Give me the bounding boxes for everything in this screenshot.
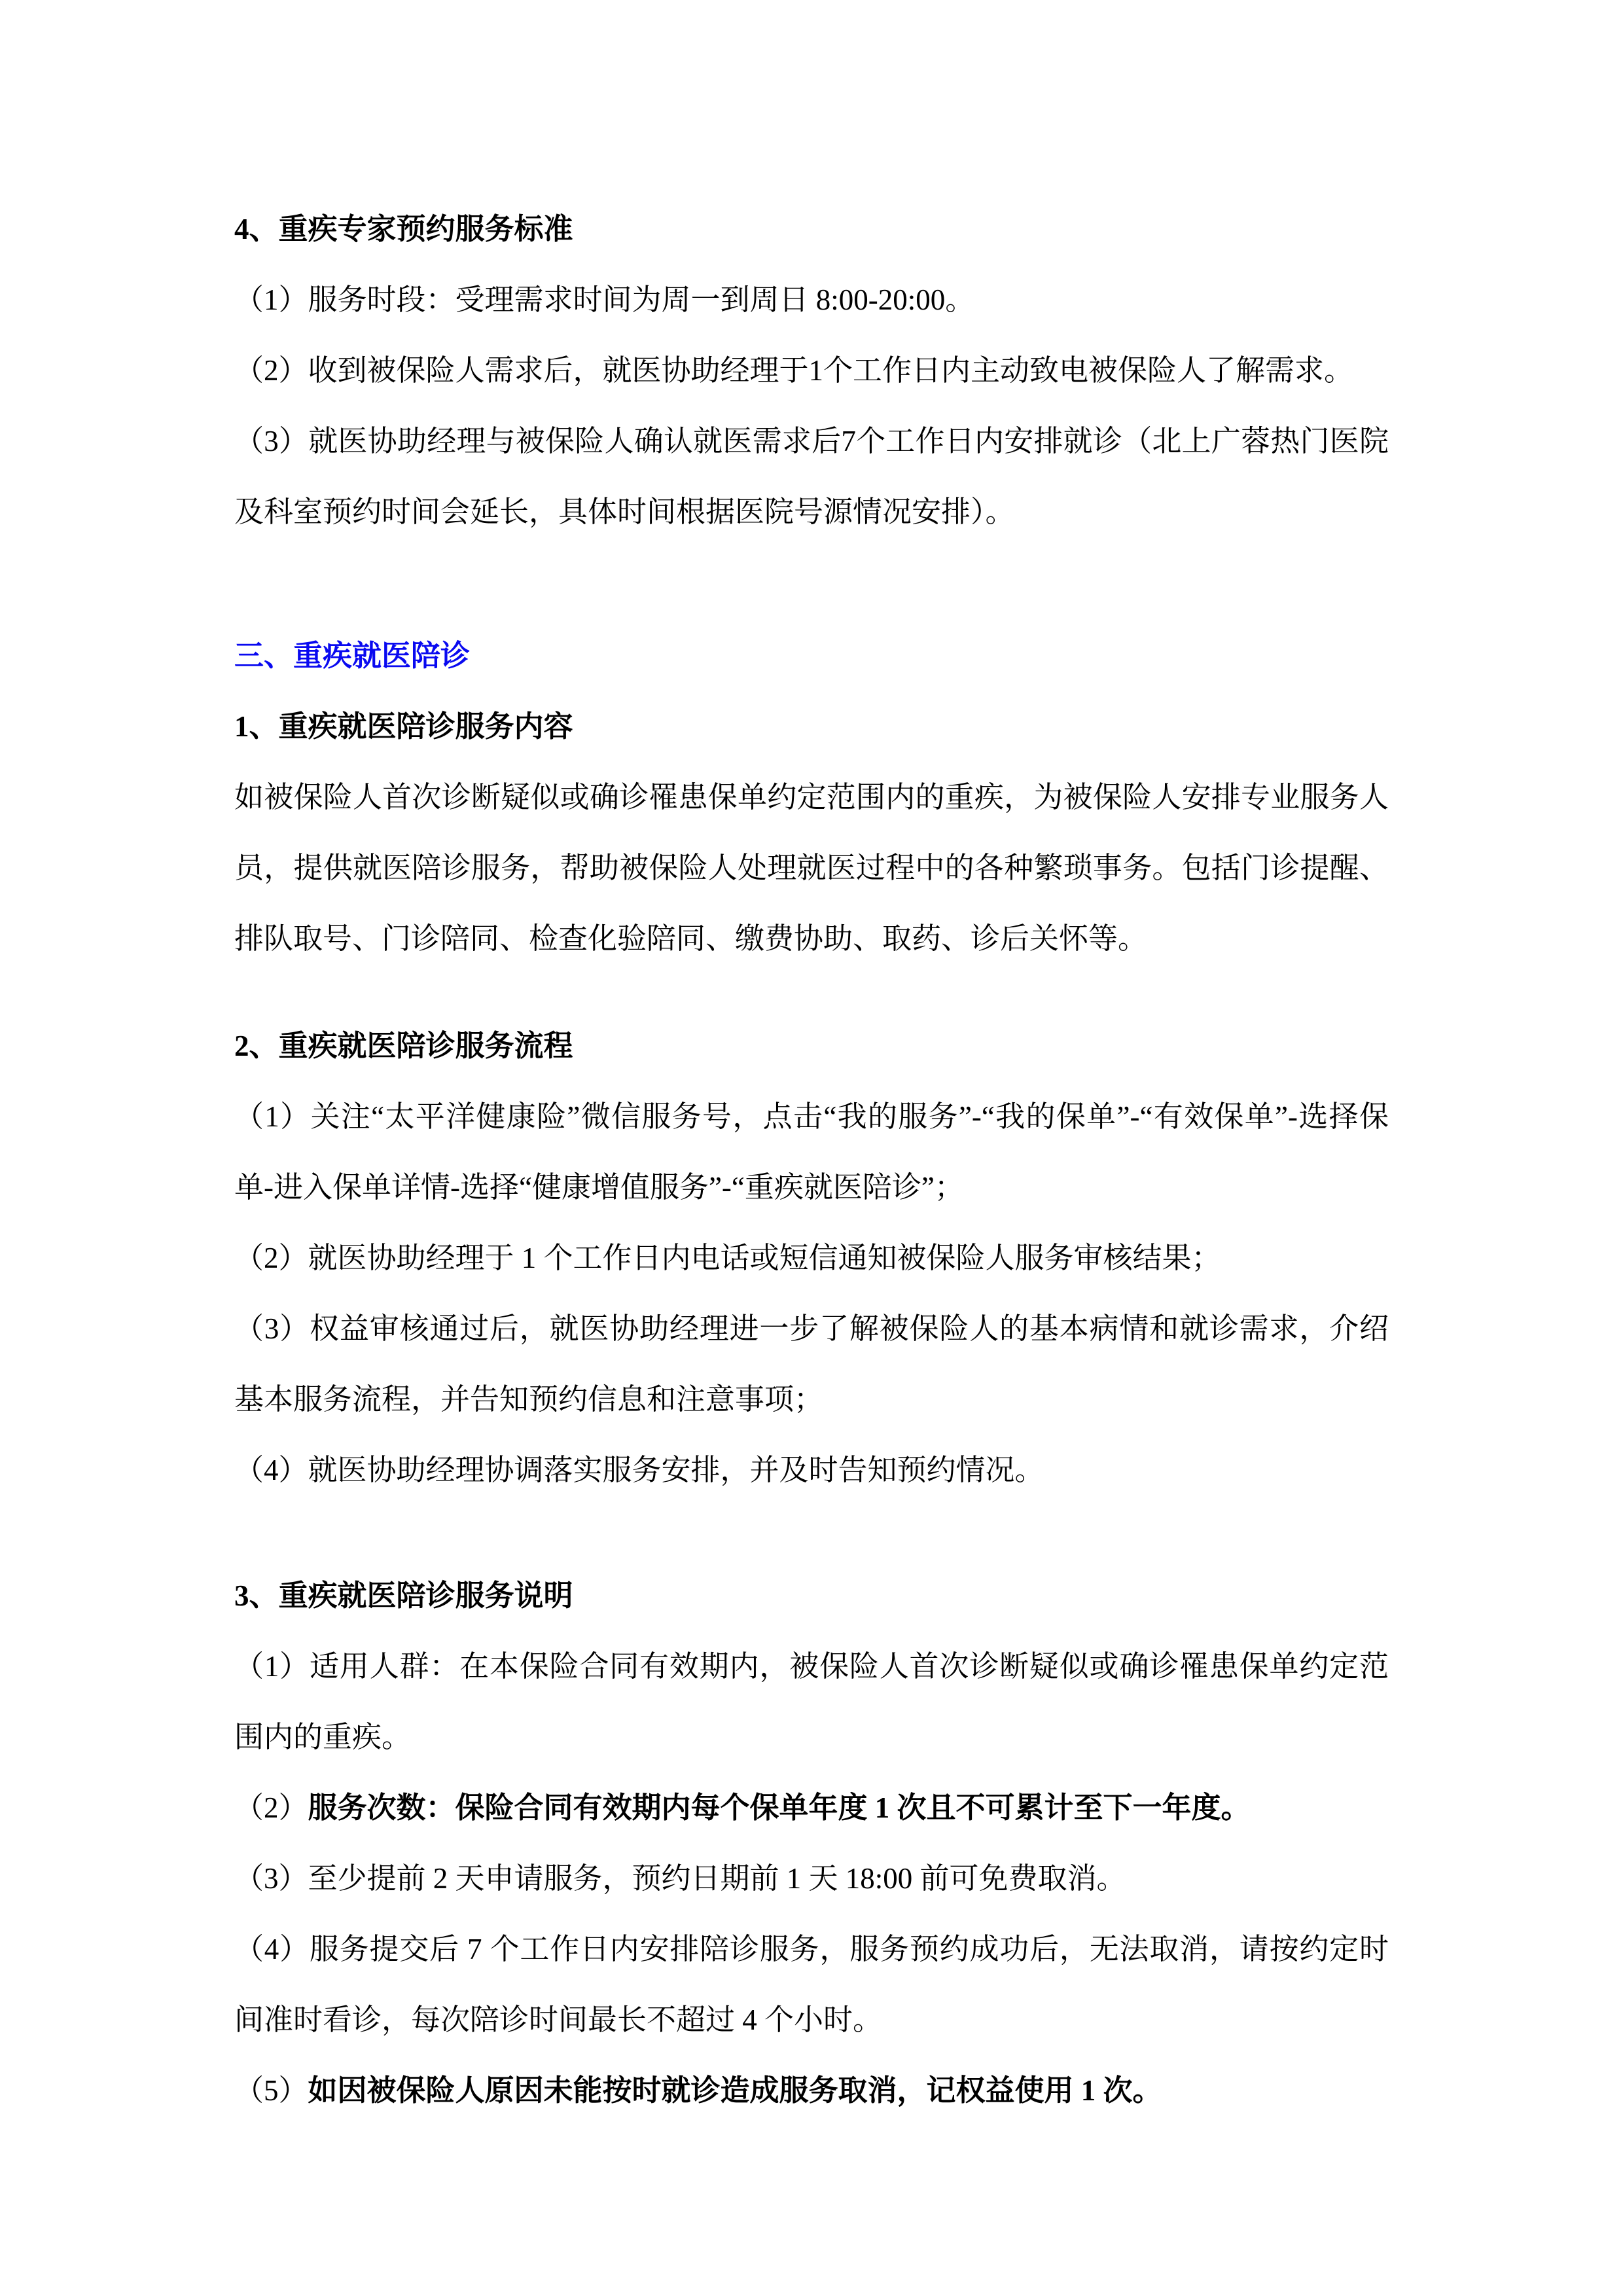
escort-process-item-3: （3）权益审核通过后，就医协助经理进一步了解被保险人的基本病情和就诊需求，介绍基本服务流程，并告知预约信息和注意事项； xyxy=(234,1312,1389,1416)
escort-section-heading: 三、重疾就医陪诊 xyxy=(234,639,471,672)
escort-notes-item-5-text: 如因被保险人原因未能按时就诊造成服务取消，记权益使用 1 次。 xyxy=(308,2074,1162,2107)
escort-process-item-1: （1）关注“太平洋健康险”微信服务号，点击“我的服务”-“我的保单”-“有效保单”-选择保单-进入保单详情-选择“健康增值服务”-“重疾就医陪诊”； xyxy=(234,1100,1389,1204)
escort-notes-item-2-marker: （2） xyxy=(234,1791,308,1824)
expert-standard-item-1: （1）服务时段：受理需求时间为周一到周日 8:00-20:00。 xyxy=(234,283,975,316)
escort-process-heading: 2、重疾就医陪诊服务流程 xyxy=(234,1030,573,1062)
escort-notes-item-5-marker: （5） xyxy=(234,2074,308,2107)
escort-process-item-2: （2）就医协助经理于 1 个工作日内电话或短信通知被保险人服务审核结果； xyxy=(234,1242,1221,1274)
escort-content-heading: 1、重疾就医陪诊服务内容 xyxy=(234,710,573,743)
escort-notes-item-2 xyxy=(234,1772,1389,1843)
expert-standard-heading: 4、重疾专家预约服务标准 xyxy=(234,213,573,245)
expert-standard-item-2: （2）收到被保险人需求后，就医协助经理于1个工作日内主动致电被保险人了解需求。 xyxy=(234,354,1354,387)
escort-notes-item-4: （4）服务提交后 7 个工作日内安排陪诊服务，服务预约成功后，无法取消，请按约定时间准时看诊，每次陪诊时间最长不超过 4 个小时。 xyxy=(234,1933,1389,2036)
escort-notes-item-5 xyxy=(234,2055,1389,2126)
escort-process-item-4: （4）就医协助经理协调落实服务安排，并及时告知预约情况。 xyxy=(234,1454,1044,1486)
escort-content-body: 如被保险人首次诊断疑似或确诊罹患保单约定范围内的重疾，为被保险人安排专业服务人员，提供就医陪诊服务，帮助被保险人处理就医过程中的各种繁琐事务。包括门诊提醒、排队取号、门诊陪同、检查化验陪同、缴费协助、取药、诊后关怀等。 xyxy=(234,781,1389,955)
escort-notes-item-1: （1）适用人群：在本保险合同有效期内，被保险人首次诊断疑似或确诊罹患保单约定范围内的重疾。 xyxy=(234,1650,1389,1753)
expert-standard-item-3: （3）就医协助经理与被保险人确认就医需求后7个工作日内安排就诊（北上广蓉热门医院及科室预约时间会延长，具体时间根据医院号源情况安排）。 xyxy=(234,425,1389,528)
escort-notes-heading: 3、重疾就医陪诊服务说明 xyxy=(234,1579,573,1612)
escort-notes-item-2-text: 服务次数：保险合同有效期内每个保单年度 1 次且不可累计至下一年度。 xyxy=(308,1791,1251,1824)
escort-notes-item-3: （3）至少提前 2 天申请服务，预约日期前 1 天 18:00 前可免费取消。 xyxy=(234,1862,1126,1895)
